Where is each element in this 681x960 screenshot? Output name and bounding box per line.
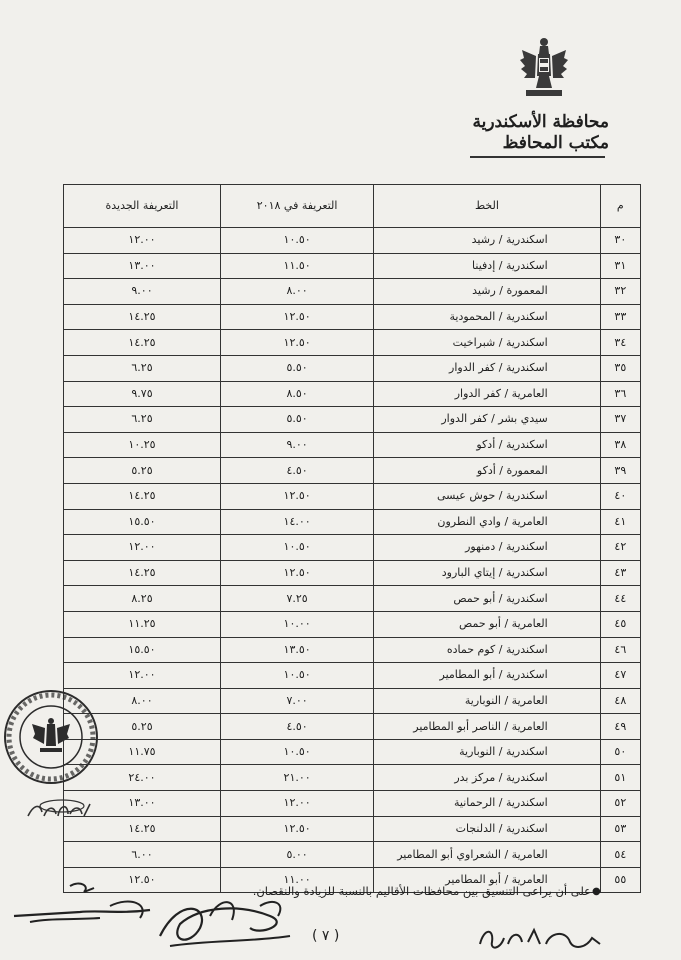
column-header-tariff-new: التعريفة الجديدة xyxy=(64,185,221,228)
tariff-2018-cell: ٢١.٠٠ xyxy=(220,765,373,791)
row-number-cell: ٥٢ xyxy=(600,791,640,817)
tariff-2018-cell: ٥.٥٠ xyxy=(220,407,373,433)
tariff-2018-cell: ١٠.٥٠ xyxy=(220,228,373,254)
route-cell: اسكندرية / شبراخيت xyxy=(374,330,600,356)
table-row xyxy=(64,432,641,458)
table-row xyxy=(64,611,641,637)
page-number: ( ٧ ) xyxy=(312,928,340,944)
route-cell: المعمورة / رشيد xyxy=(374,279,600,305)
tariff-new-cell: ٨.٢٥ xyxy=(64,586,221,612)
route-cell: العامرية / الشعراوي أبو المطامير xyxy=(374,842,600,868)
office-subtitle: مكتب المحافظ xyxy=(502,133,609,153)
header-underline xyxy=(470,156,605,158)
row-number-cell: ٣٥ xyxy=(600,355,640,381)
row-number-cell: ٣٤ xyxy=(600,330,640,356)
table-row xyxy=(64,458,641,484)
row-number-cell: ٤٥ xyxy=(600,611,640,637)
table-row xyxy=(64,560,641,586)
tariff-2018-cell: ٥.٥٠ xyxy=(220,355,373,381)
route-cell: اسكندرية / كفر الدوار xyxy=(374,355,600,381)
row-number-cell: ٤٦ xyxy=(600,637,640,663)
tariff-new-cell: ١٤.٢٥ xyxy=(64,816,221,842)
route-cell: المعمورة / أدكو xyxy=(374,458,600,484)
egypt-eagle-emblem-icon xyxy=(518,36,570,104)
row-number-cell: ٤٩ xyxy=(600,714,640,740)
tariff-new-cell: ١٥.٥٠ xyxy=(64,637,221,663)
row-number-cell: ٤٣ xyxy=(600,560,640,586)
tariff-new-cell: ١٢.٠٠ xyxy=(64,228,221,254)
table-row xyxy=(64,407,641,433)
tariff-new-cell: ١٠.٢٥ xyxy=(64,432,221,458)
route-cell: اسكندرية / إيتاي البارود xyxy=(374,560,600,586)
governorate-title: محافظة الأسكندرية xyxy=(472,112,609,132)
tariff-new-cell: ٨.٠٠ xyxy=(64,688,221,714)
route-cell: اسكندرية / الدلنجات xyxy=(374,816,600,842)
tariff-2018-cell: ٩.٠٠ xyxy=(220,432,373,458)
row-number-cell: ٥٠ xyxy=(600,739,640,765)
tariff-new-cell: ١٢.٠٠ xyxy=(64,663,221,689)
table-row xyxy=(64,381,641,407)
table-body xyxy=(64,228,641,893)
tariff-new-cell: ١٣.٠٠ xyxy=(64,253,221,279)
table-row xyxy=(64,279,641,305)
row-number-cell: ٥٣ xyxy=(600,816,640,842)
row-number-cell: ٣٨ xyxy=(600,432,640,458)
tariff-2018-cell: ٥.٠٠ xyxy=(220,842,373,868)
tariff-2018-cell: ٧.٢٥ xyxy=(220,586,373,612)
tariff-new-cell: ٥.٢٥ xyxy=(64,714,221,740)
row-number-cell: ٣٦ xyxy=(600,381,640,407)
table-row xyxy=(64,842,641,868)
tariff-2018-cell: ٧.٠٠ xyxy=(220,688,373,714)
signature-left xyxy=(10,876,310,960)
column-header-route: الخط xyxy=(374,185,600,228)
route-cell: اسكندرية / أدكو xyxy=(374,432,600,458)
tariff-new-cell: ١١.٢٥ xyxy=(64,611,221,637)
tariff-2018-cell: ١٠.٥٠ xyxy=(220,663,373,689)
tariff-2018-cell: ١٤.٠٠ xyxy=(220,509,373,535)
table-row xyxy=(64,637,641,663)
tariff-2018-cell: ١٢.٥٠ xyxy=(220,330,373,356)
row-number-cell: ٤١ xyxy=(600,509,640,535)
route-cell: اسكندرية / النوبارية xyxy=(374,739,600,765)
row-number-cell: ٥٤ xyxy=(600,842,640,868)
route-cell: اسكندرية / كوم حماده xyxy=(374,637,600,663)
route-cell: العامرية / الناصر أبو المطامير xyxy=(374,714,600,740)
row-number-cell: ٤٧ xyxy=(600,663,640,689)
tariff-2018-cell: ١٢.٥٠ xyxy=(220,816,373,842)
row-number-cell: ٤٨ xyxy=(600,688,640,714)
route-cell: العامرية / كفر الدوار xyxy=(374,381,600,407)
signature-right xyxy=(470,914,610,958)
route-cell: اسكندرية / أبو حمص xyxy=(374,586,600,612)
table-row xyxy=(64,586,641,612)
route-cell: سيدي بشر / كفر الدوار xyxy=(374,407,600,433)
route-cell: اسكندرية / حوش عيسى xyxy=(374,483,600,509)
route-cell: العامرية / أبو حمص xyxy=(374,611,600,637)
tariff-2018-cell: ١٣.٥٠ xyxy=(220,637,373,663)
table-header-row xyxy=(64,185,641,228)
tariff-2018-cell: ٨.٠٠ xyxy=(220,279,373,305)
table-row xyxy=(64,688,641,714)
tariff-new-cell: ١٤.٢٥ xyxy=(64,483,221,509)
table-row xyxy=(64,663,641,689)
table-row xyxy=(64,739,641,765)
row-number-cell: ٣٣ xyxy=(600,304,640,330)
tariff-new-cell: ٦.٠٠ xyxy=(64,842,221,868)
route-cell: اسكندرية / دمنهور xyxy=(374,535,600,561)
tariff-2018-cell: ١١.٥٠ xyxy=(220,253,373,279)
footnote: على أن يراعى التنسيق بين محافظات الأقاليم بالنسبة للزيادة والنقصان. xyxy=(252,884,591,898)
tariff-2018-cell: ١٠.٥٠ xyxy=(220,535,373,561)
table-row xyxy=(64,765,641,791)
tariff-new-cell: ١٣.٠٠ xyxy=(64,791,221,817)
row-number-cell: ٤٤ xyxy=(600,586,640,612)
row-number-cell: ٥٥ xyxy=(600,867,640,893)
tariff-2018-cell: ٤.٥٠ xyxy=(220,458,373,484)
tariff-2018-cell: ١٢.٥٠ xyxy=(220,483,373,509)
route-cell: اسكندرية / مركز بدر xyxy=(374,765,600,791)
route-cell: العامرية / أبو المطامير xyxy=(374,867,600,893)
route-cell: اسكندرية / المحمودية xyxy=(374,304,600,330)
tariff-new-cell: ٦.٢٥ xyxy=(64,355,221,381)
tariff-new-cell: ٥.٢٥ xyxy=(64,458,221,484)
tariff-2018-cell: ١٢.٥٠ xyxy=(220,560,373,586)
route-cell: اسكندرية / أبو المطامير xyxy=(374,663,600,689)
column-header-number: م xyxy=(600,185,640,228)
tariff-2018-cell: ١٠.٥٠ xyxy=(220,739,373,765)
route-cell: اسكندرية / الرحمانية xyxy=(374,791,600,817)
table-row xyxy=(64,509,641,535)
table-row xyxy=(64,483,641,509)
tariff-new-cell: ١٢.٠٠ xyxy=(64,535,221,561)
tariff-new-cell: ١١.٧٥ xyxy=(64,739,221,765)
tariff-new-cell: ٩.٠٠ xyxy=(64,279,221,305)
table-row xyxy=(64,228,641,254)
row-number-cell: ٣٧ xyxy=(600,407,640,433)
tariff-new-cell: ٦.٢٥ xyxy=(64,407,221,433)
official-seal xyxy=(2,688,100,786)
tariff-new-cell: ٩.٧٥ xyxy=(64,381,221,407)
row-number-cell: ٣٠ xyxy=(600,228,640,254)
row-number-cell: ٣٩ xyxy=(600,458,640,484)
table-row xyxy=(64,253,641,279)
tariff-2018-cell: ١١.٠٠ xyxy=(220,867,373,893)
route-cell: العامرية / النوبارية xyxy=(374,688,600,714)
table-row xyxy=(64,330,641,356)
route-cell: العامرية / وادي النطرون xyxy=(374,509,600,535)
tariff-new-cell: ١٢.٥٠ xyxy=(64,867,221,893)
tariff-table xyxy=(63,184,641,893)
tariff-2018-cell: ١٢.٥٠ xyxy=(220,304,373,330)
column-header-tariff-2018: التعريفة في ٢٠١٨ xyxy=(220,185,373,228)
route-cell: اسكندرية / رشيد xyxy=(374,228,600,254)
tariff-new-cell: ١٤.٢٥ xyxy=(64,330,221,356)
tariff-new-cell: ١٤.٢٥ xyxy=(64,560,221,586)
table-row xyxy=(64,355,641,381)
tariff-new-cell: ٢٤.٠٠ xyxy=(64,765,221,791)
table-row xyxy=(64,714,641,740)
table-row xyxy=(64,304,641,330)
table-row xyxy=(64,816,641,842)
tariff-2018-cell: ٨.٥٠ xyxy=(220,381,373,407)
tariff-2018-cell: ١٢.٠٠ xyxy=(220,791,373,817)
row-number-cell: ٤٢ xyxy=(600,535,640,561)
tariff-2018-cell: ٤.٥٠ xyxy=(220,714,373,740)
table-row xyxy=(64,791,641,817)
bullet-icon: ● xyxy=(592,886,601,897)
tariff-2018-cell: ١٠.٠٠ xyxy=(220,611,373,637)
row-number-cell: ٣١ xyxy=(600,253,640,279)
tariff-new-cell: ١٥.٥٠ xyxy=(64,509,221,535)
table-row xyxy=(64,535,641,561)
row-number-cell: ٤٠ xyxy=(600,483,640,509)
handwritten-number xyxy=(22,796,94,824)
row-number-cell: ٥١ xyxy=(600,765,640,791)
row-number-cell: ٣٢ xyxy=(600,279,640,305)
tariff-new-cell: ١٤.٢٥ xyxy=(64,304,221,330)
route-cell: اسكندرية / إدفينا xyxy=(374,253,600,279)
